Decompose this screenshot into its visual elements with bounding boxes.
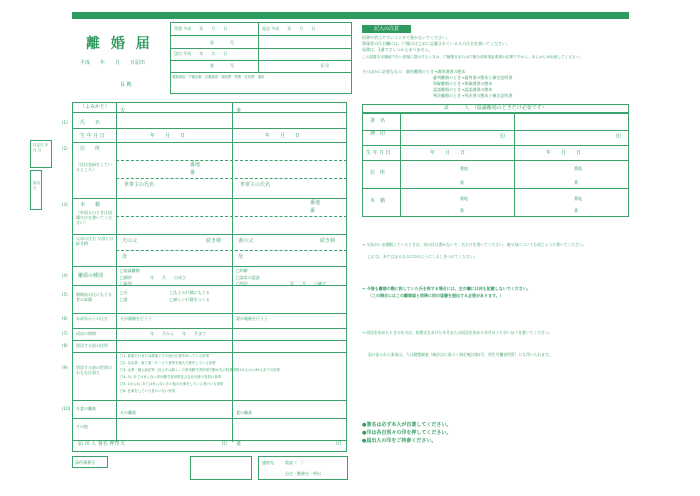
guide-1: → 父母がいま婚姻しているときは、母の氏は書かないで、名だけを書いてください。養父母についても同じように書いてください。 — [362, 242, 587, 247]
witness-sign: 署 名 — [370, 118, 386, 124]
witness-h-banchi-1: 番地 — [460, 196, 468, 201]
period-label: 同居の期間 — [76, 331, 96, 336]
birth-values-w: 年 月 日 — [265, 133, 301, 139]
address-sub: （住民登録をしているところ） — [76, 162, 112, 172]
signer-label: 届 出 人 署名 押印 — [78, 441, 120, 447]
guide-3: → 今後も離婚の際に称していた氏を称する場合には、左の欄には何も記載しないでください。 — [362, 286, 531, 291]
witness-heading: 証 人 （協議離婚のときだけ必要です） — [362, 104, 629, 113]
form-title: 離 婚 届 — [86, 36, 153, 52]
divorce-opt-4[interactable]: □和解 — [236, 268, 248, 273]
birth-values-h: 年 月 日 — [150, 133, 186, 139]
honseki-banchi: 番地 — [310, 200, 321, 206]
row-num-1: (1) — [62, 120, 68, 125]
footer-2: ●印は各自別々の印を押してください。 — [362, 430, 452, 436]
period-values: 年 月から 年 月まで — [150, 331, 206, 336]
householder-label: 世帯主の氏名 — [124, 182, 155, 188]
father-h: 夫の父 — [122, 238, 138, 244]
witness-banchi-1: 番地 — [460, 166, 468, 171]
zokugara-w: 続き柄 — [320, 238, 336, 244]
row-num-9: (9) — [62, 365, 68, 370]
witness-honseki: 本 籍 — [370, 198, 386, 204]
other-label: その他 — [76, 424, 88, 429]
mother-w: 母 — [238, 254, 244, 260]
side-tab-filed: 届出日 — [30, 170, 42, 210]
zokugara-h: 続き柄 — [206, 238, 222, 244]
divorce-opt-3[interactable]: □審判 — [120, 281, 132, 286]
side-tab-date: 住定日 年 月 日 — [30, 140, 52, 168]
children-label: 未成年の子の氏名 — [76, 316, 108, 321]
return-opt-w[interactable]: □妻 — [120, 297, 128, 302]
row-num-4: (4) — [62, 273, 68, 278]
witness-h-banchi-2: 番地 — [574, 196, 582, 201]
occ-item-2[interactable]: □2. 自由業・商工業・サービス業等を個人で経営している世帯 — [120, 361, 216, 365]
guide-2: □には、あてはまるものに☑のようにしるしをつけてください。 — [368, 254, 478, 259]
witness-seal-2: 印 — [616, 134, 622, 140]
footer-3: ●届出人の印をご持参ください。 — [362, 438, 437, 444]
receipt-filed: 発送 平成 年 月 日 — [262, 26, 316, 31]
addressee: 長 殿 — [120, 82, 132, 88]
witness-address: 住 所 — [370, 170, 386, 176]
row-num-6: (6) — [62, 316, 68, 321]
witness-h-ban-2: 番 — [574, 208, 578, 213]
signer-h: 夫 — [120, 441, 126, 447]
receipt-received: 受理 平成 年 月 日 — [174, 26, 228, 31]
job-w: 妻の職業 — [236, 410, 252, 415]
honseki-sub: （外国人のときは国籍だけを書いてください） — [76, 210, 112, 225]
witness-ban-2: 番 — [574, 180, 578, 185]
separate-label: 別居する前の住所 — [76, 343, 108, 348]
notes-heading: 記入の注意 — [362, 25, 411, 33]
occ-item-1[interactable]: □1. 農業だけまたは農業とその他の仕事を持っている世帯 — [120, 354, 209, 358]
note-3: 届書は、1通でさしつかえありません。 — [362, 47, 433, 52]
honseki-label: 本 籍 — [80, 202, 101, 208]
header-bar — [72, 12, 629, 19]
receipt-number: 第 号 — [210, 40, 234, 45]
guide-4: （この場合にはこの離婚届と同時に別の届書を提出する必要があります。） — [368, 293, 504, 298]
mother-h: 母 — [122, 254, 128, 260]
row-num-10: (10) — [62, 406, 71, 411]
occ-item-6[interactable]: □6. 仕事をしている者のいない世帯 — [120, 389, 175, 393]
children-h: 夫が親権を行う子 — [120, 316, 152, 321]
receipt-sent-number: 第 号 — [210, 63, 234, 68]
divorce-date: 年 月 日成立 — [150, 275, 186, 280]
father-w: 妻の父 — [238, 238, 254, 244]
witness-seal-label: 押 印 — [370, 131, 386, 137]
divorce-opt-1[interactable]: □協議離婚 — [120, 268, 140, 273]
witness-table — [362, 113, 629, 217]
occ-item-4[interactable]: □4. 3にあてはまらない常用勤労者世帯及び会社団体の役員の世帯 — [120, 375, 222, 379]
return-opt-new[interactable]: □新しい戸籍をつくる — [170, 297, 210, 302]
divorce-opt-6[interactable]: □判決 — [236, 281, 248, 286]
children-w: 妻が親権を行う子 — [236, 316, 268, 321]
witness-birth: 生 年 月 日 — [366, 150, 391, 156]
parents-label: 父母の氏名 父母との続き柄 — [76, 236, 114, 246]
witness-ymd-2: 年 月 日 — [546, 150, 582, 156]
stamp-box — [190, 456, 252, 480]
receipt-mark: 長 印 — [320, 63, 330, 68]
birth-label: 生 年 月 日 — [80, 133, 105, 139]
divorce-opt-2[interactable]: □調停 — [120, 275, 132, 280]
kakutei-date: 年 月 日確定 — [290, 281, 326, 286]
receipt-block — [170, 22, 352, 94]
witness-ban-1: 番 — [460, 180, 464, 185]
return-opt-h[interactable]: □夫 — [120, 290, 128, 295]
honseki-ban: 番 — [310, 208, 316, 214]
note-7: 和解離婚のとき→和解調書の謄本 — [433, 81, 493, 86]
witness-banchi-2: 番地 — [574, 166, 582, 171]
contact-box: 連絡先 電話（ ） 自宅・勤務先・呼出 — [258, 456, 348, 480]
job-h: 夫の職業 — [120, 410, 136, 415]
return-opt-back[interactable]: □もとの戸籍にもどる — [170, 290, 210, 295]
witness-h-ban-1: 番 — [460, 208, 464, 213]
row-num-7: (7) — [62, 331, 68, 336]
divorce-opt-5[interactable]: □請求の認諾 — [236, 275, 260, 280]
job-label: 夫妻の職業 — [76, 406, 96, 411]
guide-6: 届け出られた事項は、人口動態調査（統計法に基づく指定統計第5号、厚生労働省所管）にも用いられます。 — [368, 352, 553, 357]
witness-seal-1: 印 — [500, 134, 506, 140]
filing-date: 平成 年 月 日届出 — [80, 60, 146, 66]
guide-5: → 同居を始めたときの年月は、結婚式をあげた年月または同居を始めた年月のうち早いほうを書いてください。 — [362, 330, 553, 335]
row-num-5: (5) — [62, 292, 68, 297]
footer-1: ●署名は必ず本人が自署してください。 — [362, 422, 452, 428]
receipt-sent: 送付 平成 年 月 日 — [174, 51, 228, 56]
note-5: そのほかに必要なもの 調停離婚のとき→調停調書の謄本 — [362, 69, 466, 74]
row-num-2: (2) — [62, 146, 68, 151]
address-banchi: 番地 — [190, 162, 201, 168]
signer-h-seal: 印 — [222, 441, 228, 447]
husband-label: 夫 — [120, 108, 126, 114]
divorce-type-label: 離婚の種別 — [78, 273, 104, 279]
furigana-label: （よみかた） — [80, 104, 111, 110]
note-9: 判決離婚のとき→判決書の謄本と確定証明書 — [433, 93, 513, 98]
return-label: 婚姻前の氏にもどる者の本籍 — [76, 292, 112, 302]
note-4: この届書を本籍地でない役場に提出するときは、戸籍謄本または戸籍全部事項証明書が必要ですから、あらかじめ用意してください。 — [362, 55, 584, 59]
note-8: 認諾離婚のとき→認諾調書の謄本 — [433, 87, 493, 92]
note-6: 審判離婚のとき→審判書の謄本と確定証明書 — [433, 75, 513, 80]
name-label: 氏 名 — [80, 120, 101, 126]
address-ban: 番 — [190, 170, 196, 176]
receipt-reader: 書類調査 戸籍記載 記載調査 調査票 附票 住民票 通知 — [172, 75, 265, 79]
note-2: 筆頭者の氏名欄には、戸籍のはじめに記載されている人の氏名を書いてください。 — [362, 41, 510, 46]
occ-item-3[interactable]: □3. 企業・個人商店等（官公庁は除く）の常用勤労者世帯で勤め先の従業者数が1人から99人までの世帯 — [120, 368, 280, 372]
householder-label-2: 世帯主の氏名 — [240, 182, 271, 188]
note-1: 鉛筆や消えやすいインキで書かないでください。 — [362, 35, 450, 40]
row-num-8: (8) — [62, 343, 68, 348]
occ-item-5[interactable]: □5. 1から4にあてはまらないその他の仕事をしている者のいる世帯 — [120, 382, 224, 386]
signer-w-seal: 印 — [336, 441, 342, 447]
witness-ymd-1: 年 月 日 — [430, 150, 466, 156]
signer-w: 妻 — [236, 441, 242, 447]
row-num-3: (3) — [62, 202, 68, 207]
occupation-label: 別居する前の世帯のおもな仕事と — [76, 365, 112, 375]
address-label: 住 所 — [80, 146, 101, 152]
wife-label: 妻 — [236, 108, 242, 114]
case-no-box: 事件簿番号 — [72, 456, 108, 468]
